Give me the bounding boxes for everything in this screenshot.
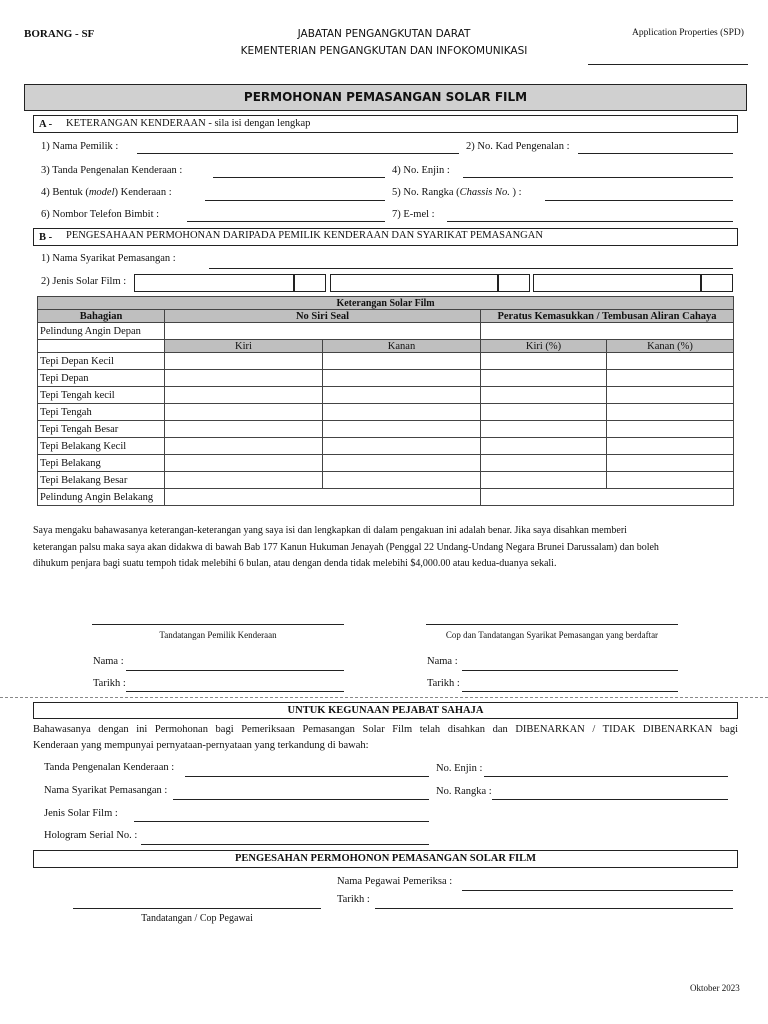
table-cell[interactable] [481, 421, 607, 438]
office-vehicle-reg-field[interactable] [185, 776, 429, 777]
table-row [38, 387, 734, 404]
film-type-field-2b[interactable] [498, 274, 530, 292]
table-cell[interactable] [607, 387, 734, 404]
form-title: PERMOHONAN PEMASANGAN SOLAR FILM [24, 84, 747, 111]
table-row [38, 455, 734, 472]
table-cell[interactable] [323, 387, 481, 404]
office-use-heading: UNTUK KEGUNAAN PEJABAT SAHAJA [33, 702, 738, 719]
section-a-note: - sila isi dengan lengkap [205, 118, 311, 129]
vehicle-model-field[interactable] [205, 200, 385, 201]
owner-nama-field[interactable] [126, 670, 344, 671]
solar-film-table [37, 296, 734, 506]
company-signature-label: Cop dan Tandatangan Syarikat Pemasangan yang berdaftar [445, 630, 659, 640]
phone-label: 6) Nombor Telefon Bimbit : [41, 209, 160, 220]
table-row [38, 353, 734, 370]
cut-line [0, 697, 768, 698]
table-cell[interactable] [607, 438, 734, 455]
company-signature-line[interactable] [426, 624, 678, 625]
table-cell[interactable] [323, 353, 481, 370]
table-cell[interactable] [607, 370, 734, 387]
owner-name-field[interactable] [137, 153, 459, 154]
office-engine-field[interactable] [484, 776, 728, 777]
app-props-line[interactable] [588, 64, 748, 65]
table-cell[interactable] [165, 472, 323, 489]
department-line-1: JABATAN PENGANGKUTAN DARAT [297, 28, 471, 40]
application-properties: Application Properties (SPD) [632, 28, 744, 38]
office-chassis-field[interactable] [492, 799, 728, 800]
row-label: Tepi Depan Kecil [38, 353, 165, 370]
declaration-line-2: keterangan palsu maka saya akan didakwa di bawah Bab 177 Kanun Hukuman Jenayah (Penggal 22 Undang-Undang Negara Brunei Darussalam) dan boleh [33, 541, 659, 553]
approval-heading: PENGESAHAN PERMOHONON PEMASANGAN SOLAR FILM [33, 850, 738, 868]
table-cell[interactable] [165, 370, 323, 387]
email-label: 7) E-mel : [392, 209, 435, 220]
owner-signature-label: Tandatangan Pemilik Kenderaan [159, 630, 277, 640]
office-film-field[interactable] [134, 821, 429, 822]
table-cell [38, 340, 165, 353]
table-cell[interactable] [481, 404, 607, 421]
office-company-field[interactable] [173, 799, 429, 800]
table-row [38, 370, 734, 387]
company-name-label: 1) Nama Syarikat Pemasangan : [41, 253, 176, 264]
table-cell[interactable] [323, 438, 481, 455]
vehicle-reg-label: 3) Tanda Pengenalan Kenderaan : [41, 165, 183, 176]
company-tarikh-label: Tarikh : [427, 678, 460, 689]
table-cell[interactable] [481, 489, 734, 506]
section-a-header [33, 115, 738, 133]
row-label: Tepi Tengah kecil [38, 387, 165, 404]
table-cell[interactable] [165, 489, 481, 506]
owner-tarikh-label: Tarikh : [93, 678, 126, 689]
engine-no-label: 4) No. Enjin : [392, 165, 450, 176]
office-chassis-label: No. Rangka : [436, 786, 492, 797]
table-cell[interactable] [607, 421, 734, 438]
chassis-no-field[interactable] [545, 200, 733, 201]
row-label: Tepi Tengah Besar [38, 421, 165, 438]
office-hologram-label: Hologram Serial No. : [44, 830, 138, 841]
owner-name-label: 1) Nama Pemilik : [41, 141, 119, 152]
chassis-no-label: 5) No. Rangka (Chassis No. ) : [392, 187, 522, 198]
row-label: Tepi Belakang Besar [38, 472, 165, 489]
office-paragraph-line-1: Bahawasanya dengan ini Permohonan bagi Pemeriksaan Pemasangan Solar Film telah disahkan dan DIBENARKAN / TIDAK DIBENARKAN bagi [33, 724, 738, 735]
sub-kanan-pct: Kanan (%) [607, 340, 734, 353]
table-cell[interactable] [323, 421, 481, 438]
table-cell[interactable] [323, 455, 481, 472]
table-cell[interactable] [607, 404, 734, 421]
col-peratus: Peratus Kemasukkan / Tembusan Aliran Cahaya [481, 310, 734, 323]
office-engine-label: No. Enjin : [436, 763, 483, 774]
officer-signature-line[interactable] [73, 908, 321, 909]
film-type-field-1[interactable] [134, 274, 294, 292]
table-cell[interactable] [165, 353, 323, 370]
engine-no-field[interactable] [463, 177, 733, 178]
row-label: Pelindung Angin Belakang [38, 489, 165, 506]
table-cell[interactable] [607, 353, 734, 370]
film-type-field-2[interactable] [330, 274, 498, 292]
table-cell[interactable] [323, 370, 481, 387]
table-cell[interactable] [481, 472, 607, 489]
film-type-field-3[interactable] [533, 274, 701, 292]
section-a-heading: KETERANGAN KENDERAAN [66, 118, 206, 129]
col-bahagian: Bahagian [38, 310, 165, 323]
company-nama-label: Nama : [427, 656, 458, 667]
footer-date: Oktober 2023 [690, 983, 740, 993]
table-cell[interactable] [165, 421, 323, 438]
table-cell[interactable] [481, 370, 607, 387]
section-b-header [33, 228, 738, 246]
declaration-line-3: dihukum penjara bagi suatu tempoh tidak melebihi 6 bulan, atau dengan denda tidak melebihi $4,000.00 atau kedua-duanya sekali. [33, 558, 557, 569]
film-type-label: 2) Jenis Solar Film : [41, 276, 127, 287]
office-vehicle-reg-label: Tanda Pengenalan Kenderaan : [44, 762, 175, 773]
section-a-letter: A - [39, 119, 53, 130]
sub-kiri: Kiri [165, 340, 323, 353]
table-cell[interactable] [481, 353, 607, 370]
table-cell[interactable] [165, 438, 323, 455]
table-cell[interactable] [165, 404, 323, 421]
table-row [38, 421, 734, 438]
row-label: Tepi Belakang [38, 455, 165, 472]
table-cell[interactable] [165, 455, 323, 472]
film-type-field-3b[interactable] [701, 274, 733, 292]
company-tarikh-field[interactable] [462, 691, 678, 692]
officer-name-label: Nama Pegawai Pemeriksa : [337, 876, 453, 887]
owner-nama-label: Nama : [93, 656, 124, 667]
office-company-label: Nama Syarikat Pemasangan : [44, 785, 168, 796]
film-type-field-1b[interactable] [294, 274, 326, 292]
officer-signature-label: Tandatangan / Cop Pegawai [141, 913, 253, 924]
table-cell[interactable] [481, 387, 607, 404]
vehicle-reg-field[interactable] [213, 177, 385, 178]
office-hologram-field[interactable] [141, 844, 429, 845]
office-paragraph-line-2: Kenderaan yang mempunyai pernyataan-pernyataan yang terkandung di bawah: [33, 740, 369, 751]
office-film-label: Jenis Solar Film : [44, 808, 118, 819]
ic-number-field[interactable] [578, 153, 733, 154]
approval-date-label: Tarikh : [337, 894, 370, 905]
table-cell[interactable] [481, 438, 607, 455]
table-cell[interactable] [607, 472, 734, 489]
row-label: Tepi Depan [38, 370, 165, 387]
vehicle-model-label: 4) Bentuk (model) Kenderaan : [41, 187, 172, 198]
sub-kiri-pct: Kiri (%) [481, 340, 607, 353]
owner-signature-line[interactable] [92, 624, 344, 625]
table-row [38, 404, 734, 421]
section-b-letter: B - [39, 232, 53, 243]
officer-name-field[interactable] [462, 890, 733, 891]
email-field[interactable] [447, 221, 733, 222]
sub-kanan: Kanan [323, 340, 481, 353]
department-line-2: KEMENTERIAN PENGANGKUTAN DAN INFOKOMUNIKASI [240, 45, 528, 57]
row-label: Tepi Belakang Kecil [38, 438, 165, 455]
owner-tarikh-field[interactable] [126, 691, 344, 692]
row-label: Pelindung Angin Depan [38, 323, 165, 340]
table-cell[interactable] [607, 455, 734, 472]
table-row [38, 438, 734, 455]
form-code: BORANG - SF [24, 28, 95, 40]
company-nama-field[interactable] [462, 670, 678, 671]
table-row [38, 472, 734, 489]
declaration-line-1: Saya mengaku bahawasanya keterangan-keterangan yang saya isi dan lengkapkan di dalam pengakuan ini adalah benar. Jika saya disahkan memberi [33, 525, 627, 536]
declaration [33, 523, 738, 573]
table-cell[interactable] [165, 323, 481, 340]
table-title: Keterangan Solar Film [38, 297, 734, 310]
table-cell[interactable] [165, 387, 323, 404]
col-seal: No Siri Seal [165, 310, 481, 323]
ic-number-label: 2) No. Kad Pengenalan : [466, 141, 570, 152]
table-cell[interactable] [323, 404, 481, 421]
table-cell[interactable] [481, 323, 734, 340]
company-name-field[interactable] [209, 268, 733, 269]
table-cell[interactable] [481, 455, 607, 472]
approval-date-field[interactable] [375, 908, 733, 909]
table-cell[interactable] [323, 472, 481, 489]
row-label: Tepi Tengah [38, 404, 165, 421]
section-b-heading: PENGESAHAAN PERMOHONAN DARIPADA PEMILIK KENDERAAN DAN SYARIKAT PEMASANGAN [66, 230, 543, 241]
phone-field[interactable] [187, 221, 385, 222]
office-paragraph [33, 722, 738, 754]
